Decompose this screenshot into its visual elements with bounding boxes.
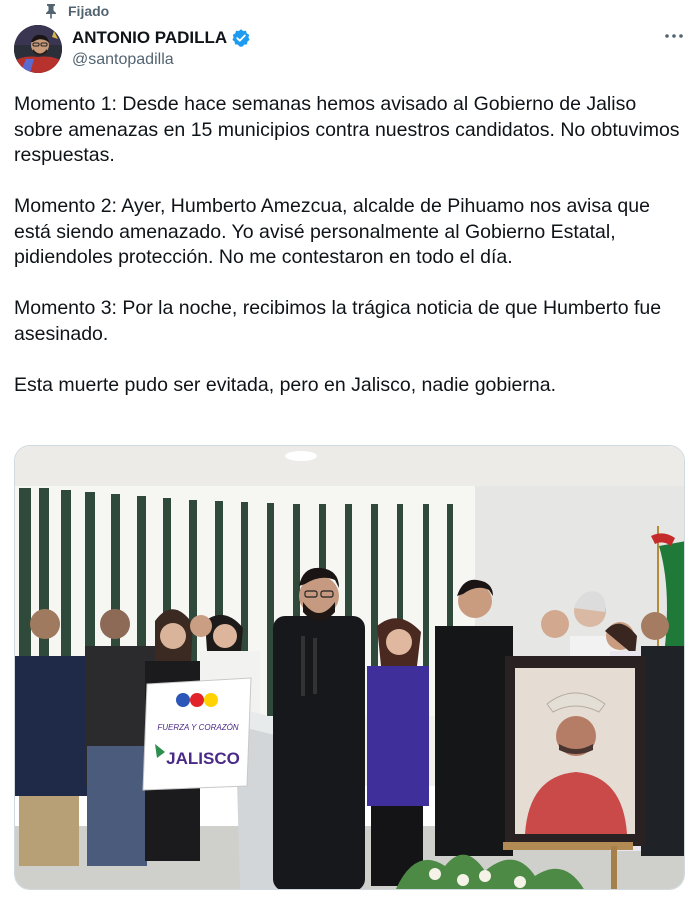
- more-options-button[interactable]: [662, 24, 686, 48]
- press-conference-photo: [15, 446, 685, 890]
- ellipsis-icon: [664, 33, 684, 39]
- pinned-indicator: [44, 2, 109, 20]
- author-block: [72, 27, 251, 69]
- podium-sign-line1: FUERZA Y CORAZÓN: [157, 723, 239, 732]
- podium-sign-line2: JALISCO: [166, 749, 240, 768]
- tweet-paragraph: Esta muerte pudo ser evitada, pero en Jalisco, nadie gobierna.: [14, 373, 557, 396]
- pinned-label: Fijado: [68, 3, 110, 19]
- tweet-text: [14, 92, 690, 398]
- author-name[interactable]: ANTONIO PADILLA: [72, 28, 228, 47]
- avatar-image: [14, 25, 62, 73]
- pin-icon: [44, 3, 58, 19]
- tweet-paragraph: Momento 3: Por la noche, recibimos la trágica noticia de que Humberto fue asesinado.: [14, 297, 662, 345]
- podium-sign: [143, 678, 251, 790]
- tweet-paragraph: Momento 1: Desde hace semanas hemos avisado al Gobierno de Jaliso sobre amenazas en 15 municipios contra nuestros candidatos. No obtuvimos respuestas.: [14, 93, 680, 166]
- verified-badge-icon: [231, 28, 251, 48]
- author-handle[interactable]: @santopadilla: [72, 51, 174, 68]
- avatar[interactable]: [14, 25, 62, 73]
- author-name-row[interactable]: [72, 27, 251, 49]
- tweet-photo[interactable]: [14, 445, 685, 890]
- tweet-paragraph: Momento 2: Ayer, Humberto Amezcua, alcalde de Pihuamo nos avisa que está siendo amenazado. Yo avisé personalmente al Gobierno Estatal, pidiendoles protección. No me contestaron en todo el día.: [14, 195, 650, 268]
- speaker: [273, 568, 365, 890]
